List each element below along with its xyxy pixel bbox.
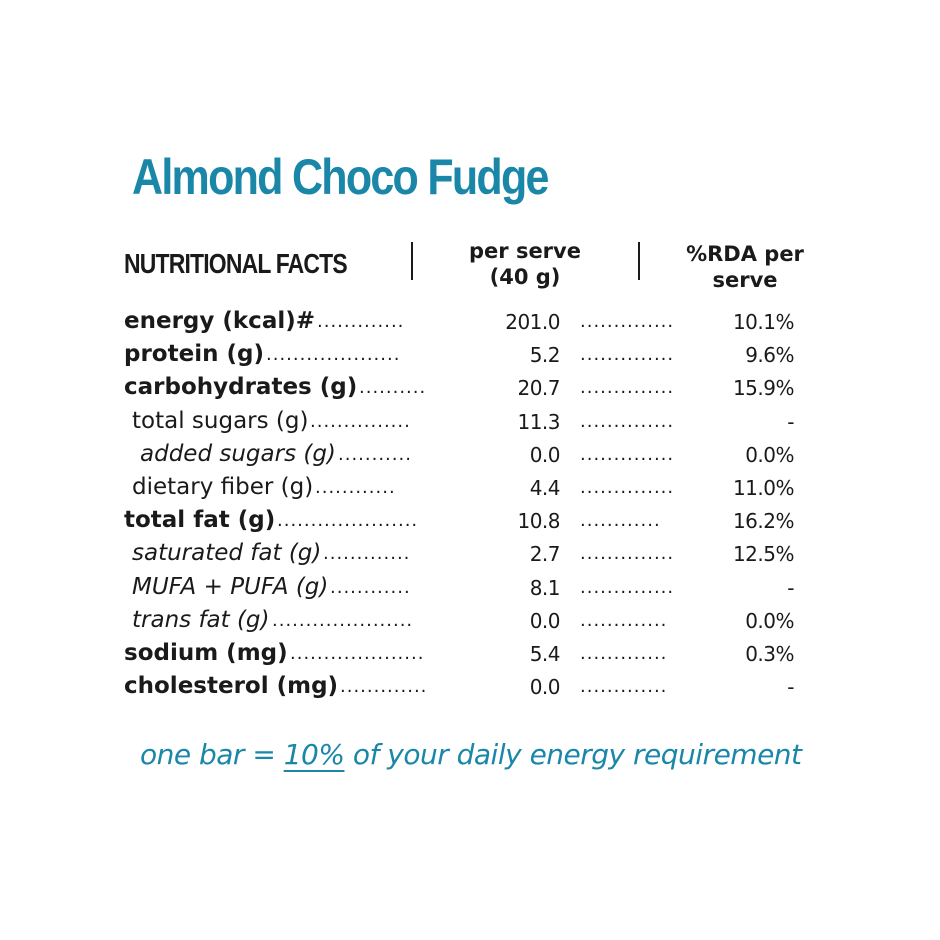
rda-value: 15.9% — [732, 376, 794, 401]
leader-dots: ............ — [330, 576, 411, 598]
leader-dots: ............... — [310, 410, 411, 432]
column-divider — [638, 242, 640, 280]
rda-value: 0.0% — [745, 608, 794, 633]
per-serve-value: 0.0 — [529, 442, 560, 467]
leader-dots: .............. — [580, 410, 675, 432]
nutrient-label: sodium (mg) — [124, 639, 288, 666]
rda-value: 11.0% — [732, 475, 794, 500]
rda-header — [670, 241, 820, 293]
table-row — [0, 336, 940, 369]
nutrient-label: added sugars (g) — [140, 440, 336, 467]
table-row — [0, 403, 940, 436]
table-row — [0, 502, 940, 535]
leader-dots: ............. — [340, 676, 428, 698]
rda-value: 0.3% — [745, 641, 794, 666]
table-row — [0, 602, 940, 635]
leader-dots: ............. — [580, 642, 668, 664]
per-serve-value: 5.4 — [529, 641, 560, 666]
per-serve-value: 5.2 — [529, 343, 560, 368]
rda-value: 0.0% — [745, 442, 794, 467]
leader-dots: .............. — [580, 576, 675, 598]
per-serve-value: 8.1 — [529, 575, 560, 600]
leader-dots: .................... — [290, 642, 425, 664]
rda-header-line2: serve — [712, 268, 778, 292]
rda-value: 10.1% — [732, 310, 794, 334]
nutrition-table — [0, 303, 940, 701]
rda-value: - — [787, 409, 794, 434]
rda-header-line1: %RDA per — [686, 242, 804, 266]
nutrient-label: cholesterol (mg) — [124, 673, 339, 700]
leader-dots: .............. — [580, 344, 675, 366]
rda-value: - — [787, 675, 794, 700]
table-row — [0, 436, 940, 469]
nutrient-label: saturated fat (g) — [132, 540, 322, 567]
leader-dots: .............. — [580, 311, 675, 332]
per-serve-header-line2: (40 g) — [489, 265, 561, 289]
per-serve-value: 201.0 — [505, 310, 560, 334]
nutrient-label: protein (g) — [124, 341, 264, 368]
leader-dots: .............. — [580, 377, 675, 399]
per-serve-value: 2.7 — [529, 542, 560, 567]
rda-value: - — [787, 575, 794, 600]
per-serve-value: 10.8 — [517, 509, 560, 534]
nutrient-label: dietary fiber (g) — [132, 473, 314, 500]
footnote-prefix: one bar = — [140, 738, 284, 771]
nutritional-facts-heading: NUTRITIONAL FACTS — [124, 248, 347, 279]
per-serve-header — [450, 238, 600, 290]
nutrient-label: MUFA + PUFA (g) — [132, 573, 329, 600]
column-divider — [411, 242, 413, 280]
leader-dots: ............ — [315, 476, 396, 498]
leader-dots: ............. — [323, 543, 411, 565]
leader-dots: .............. — [580, 476, 675, 498]
nutrient-label: total fat (g) — [124, 507, 276, 534]
rda-value: 16.2% — [732, 509, 794, 534]
per-serve-header-line1: per serve — [469, 239, 581, 263]
table-row — [0, 303, 940, 336]
table-row — [0, 535, 940, 568]
table-row — [0, 668, 940, 701]
leader-dots: .................... — [266, 344, 401, 366]
rda-value: 9.6% — [745, 343, 794, 368]
leader-dots: ..................... — [272, 609, 414, 631]
leader-dots: ............. — [317, 311, 405, 332]
rda-value: 12.5% — [732, 542, 794, 567]
per-serve-value: 11.3 — [517, 409, 560, 434]
table-row — [0, 635, 940, 668]
per-serve-value: 20.7 — [517, 376, 560, 401]
leader-dots: ............. — [580, 676, 668, 698]
leader-dots: .......... — [359, 377, 427, 399]
energy-footnote — [140, 738, 820, 771]
footnote-suffix: of your daily energy requirement — [344, 738, 802, 771]
per-serve-value: 4.4 — [529, 475, 560, 500]
leader-dots: .............. — [580, 543, 675, 565]
leader-dots: ............ — [580, 510, 661, 532]
footnote-highlight: 10% — [283, 738, 345, 771]
table-row — [0, 469, 940, 502]
nutrient-label: total sugars (g) — [132, 407, 309, 434]
nutrient-label: carbohydrates (g) — [124, 374, 358, 401]
per-serve-value: 0.0 — [529, 608, 560, 633]
table-row — [0, 569, 940, 602]
nutrient-label: energy (kcal)# — [124, 308, 316, 334]
leader-dots: .............. — [580, 443, 675, 465]
product-title: Almond Choco Fudge — [132, 149, 548, 205]
leader-dots: ............. — [580, 609, 668, 631]
nutrient-label: trans fat (g) — [132, 606, 270, 633]
per-serve-value: 0.0 — [529, 675, 560, 700]
leader-dots: ..................... — [277, 510, 419, 532]
leader-dots: ........... — [338, 443, 412, 465]
table-row — [0, 369, 940, 402]
